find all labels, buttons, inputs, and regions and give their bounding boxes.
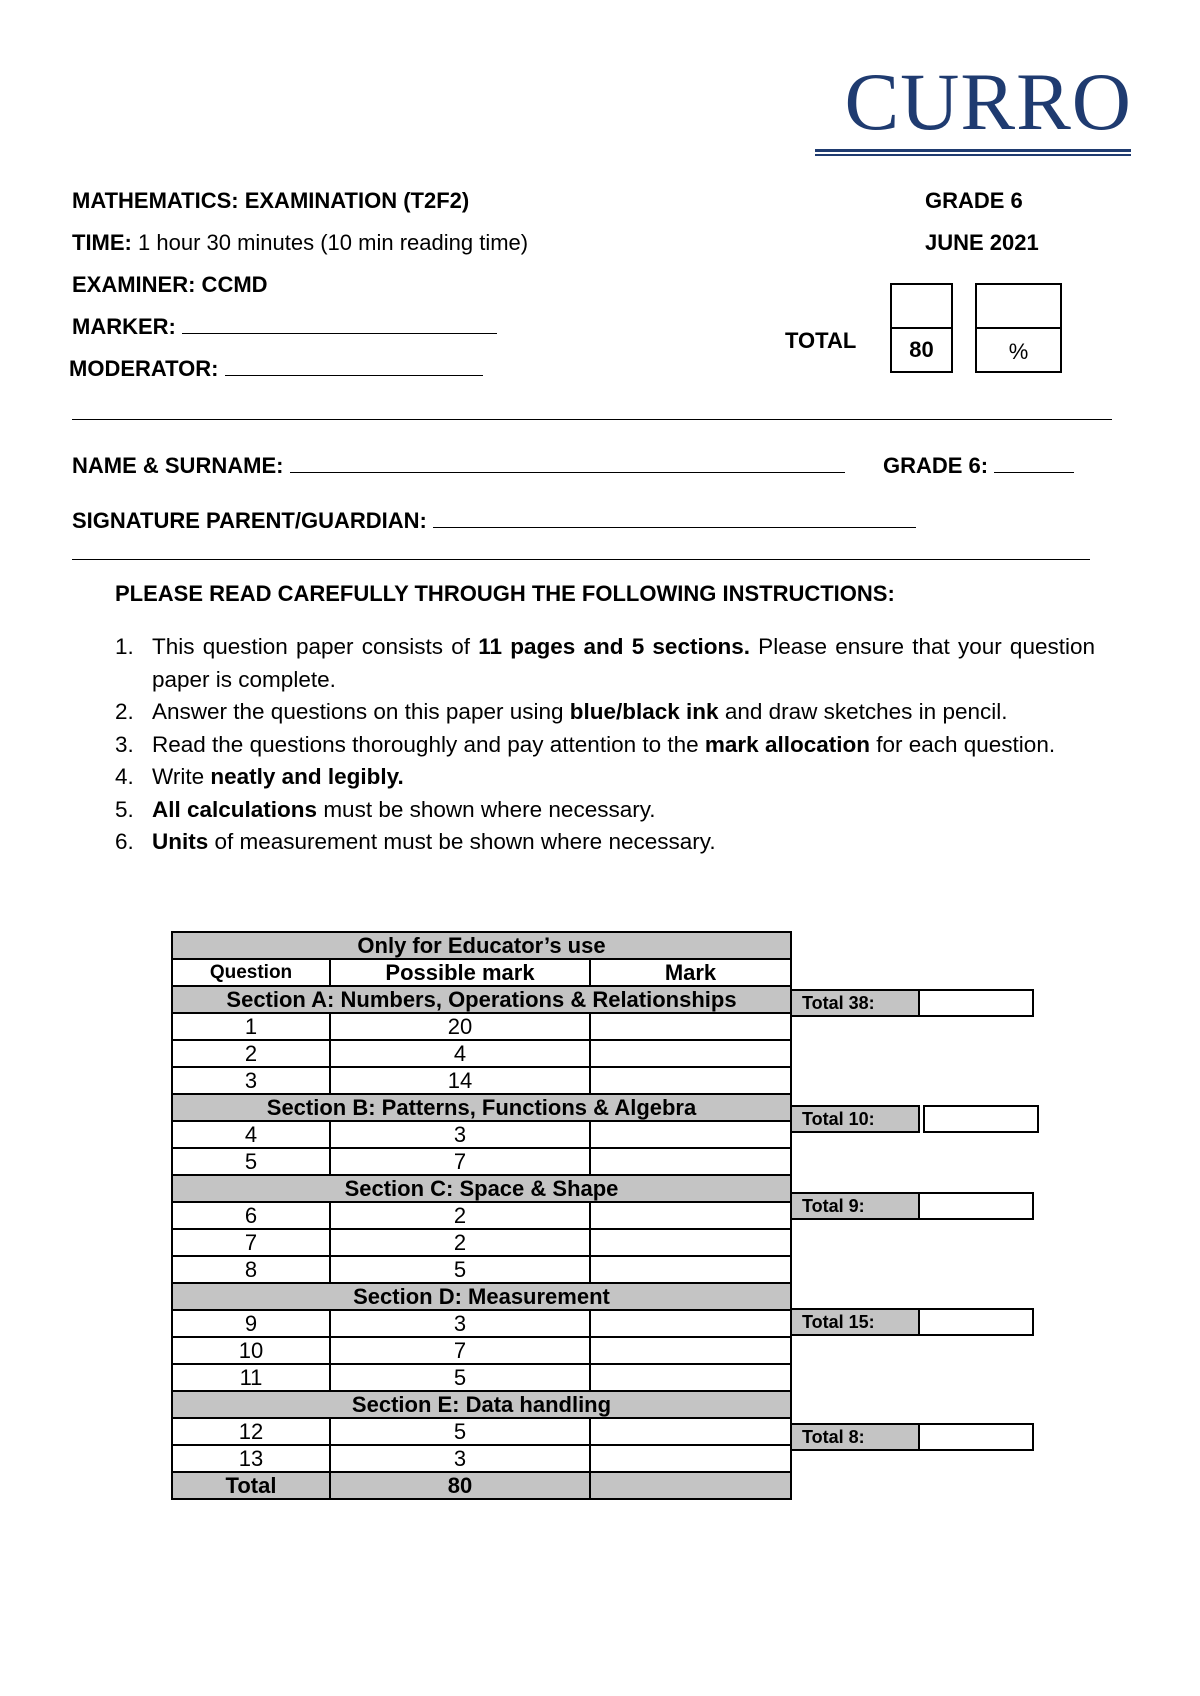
grade-blank[interactable] [994, 454, 1074, 473]
section-c-total-box[interactable] [918, 1192, 1034, 1220]
table-row [172, 1013, 791, 1040]
grade-line [883, 453, 1074, 479]
instruction-item: 6. Units of measurement must be shown where necessary. [115, 829, 716, 854]
possible-mark: 7 [330, 1148, 590, 1175]
question-number: 11 [172, 1364, 330, 1391]
exam-time [72, 230, 528, 256]
instruction-item: 1. This question paper consists of 11 pages and 5 sections. Please ensure that your question paper is complete. [115, 634, 1095, 692]
exam-subject: MATHEMATICS: EXAMINATION (T2F2) [72, 188, 470, 213]
possible-mark: 3 [330, 1121, 590, 1148]
question-number: 7 [172, 1229, 330, 1256]
logo-underline [815, 149, 1131, 152]
percent-box: % [975, 327, 1062, 373]
mark-cell[interactable] [590, 1202, 791, 1229]
question-number: 12 [172, 1418, 330, 1445]
name-label: NAME & SURNAME: [72, 453, 284, 478]
question-number: 2 [172, 1040, 330, 1067]
table-row [172, 1229, 791, 1256]
possible-mark: 7 [330, 1337, 590, 1364]
table-row [172, 1445, 791, 1472]
time-value: 1 hour 30 minutes (10 min reading time) [138, 230, 529, 255]
mark-cell[interactable] [590, 1067, 791, 1094]
instruction-item: 3. Read the questions thoroughly and pay attention to the mark allocation for each question. [115, 731, 1056, 757]
moderator-line [69, 356, 483, 382]
section-e-total-label: Total 8: [790, 1423, 920, 1451]
exam-grade: GRADE 6 [925, 188, 1023, 213]
section-d-header: Section D: Measurement [172, 1283, 791, 1310]
section-a-header: Section A: Numbers, Operations & Relationships [172, 986, 791, 1013]
examiner: EXAMINER: CCMD [72, 272, 268, 297]
mark-cell[interactable] [590, 1445, 791, 1472]
total-row-label: Total [172, 1472, 330, 1499]
mark-cell[interactable] [590, 1310, 791, 1337]
signature-line [72, 508, 916, 534]
instructions-title: PLEASE READ CAREFULLY THROUGH THE FOLLOWING INSTRUCTIONS: [115, 581, 895, 606]
table-row [172, 1418, 791, 1445]
signature-blank[interactable] [433, 509, 916, 528]
total-possible-box: 80 [890, 327, 953, 373]
mark-cell[interactable] [590, 1364, 791, 1391]
possible-mark: 5 [330, 1418, 590, 1445]
signature-label: SIGNATURE PARENT/GUARDIAN: [72, 508, 427, 533]
possible-mark: 5 [330, 1364, 590, 1391]
mark-cell[interactable] [590, 1256, 791, 1283]
table-row [172, 1121, 791, 1148]
marker-blank[interactable] [182, 315, 497, 334]
question-number: 9 [172, 1310, 330, 1337]
table-row [172, 1337, 791, 1364]
table-row [172, 1310, 791, 1337]
exam-date: JUNE 2021 [925, 230, 1039, 255]
mark-cell[interactable] [590, 1121, 791, 1148]
moderator-blank[interactable] [225, 357, 483, 376]
divider [72, 419, 1112, 420]
question-number: 13 [172, 1445, 330, 1472]
question-number: 5 [172, 1148, 330, 1175]
section-a-total-label: Total 38: [790, 989, 920, 1017]
mark-cell[interactable] [590, 1148, 791, 1175]
col-mark-header: Mark [590, 959, 791, 986]
section-b-total-box[interactable] [923, 1105, 1039, 1133]
total-score-box[interactable] [890, 283, 953, 329]
col-possible-header: Possible mark [330, 959, 590, 986]
time-label: TIME: [72, 230, 132, 255]
possible-mark: 2 [330, 1229, 590, 1256]
instruction-item: 2. Answer the questions on this paper using blue/black ink and draw sketches in pencil. [115, 699, 1008, 724]
question-number: 8 [172, 1256, 330, 1283]
question-number: 3 [172, 1067, 330, 1094]
marker-label: MARKER: [72, 314, 176, 339]
name-line [72, 453, 845, 479]
table-row [172, 1256, 791, 1283]
question-number: 6 [172, 1202, 330, 1229]
possible-mark: 20 [330, 1013, 590, 1040]
section-b-header: Section B: Patterns, Functions & Algebra [172, 1094, 791, 1121]
table-title: Only for Educator’s use [172, 932, 791, 959]
marker-line [72, 314, 497, 340]
section-e-header: Section E: Data handling [172, 1391, 791, 1418]
section-a-total-box[interactable] [918, 989, 1034, 1017]
question-number: 1 [172, 1013, 330, 1040]
divider [72, 559, 1090, 560]
instructions-list [115, 631, 1095, 859]
mark-cell[interactable] [590, 1418, 791, 1445]
section-d-total-box[interactable] [918, 1308, 1034, 1336]
possible-mark: 2 [330, 1202, 590, 1229]
mark-cell[interactable] [590, 1337, 791, 1364]
question-number: 4 [172, 1121, 330, 1148]
mark-cell[interactable] [590, 1229, 791, 1256]
possible-mark: 3 [330, 1310, 590, 1337]
grade-label: GRADE 6: [883, 453, 989, 478]
moderator-label: MODERATOR: [69, 356, 219, 381]
possible-mark: 3 [330, 1445, 590, 1472]
instruction-item: 4. Write neatly and legibly. [115, 764, 404, 789]
table-row [172, 1364, 791, 1391]
total-label: TOTAL [785, 328, 857, 353]
section-c-total-label: Total 9: [790, 1192, 920, 1220]
logo-underline-thin [815, 154, 1131, 156]
section-c-header: Section C: Space & Shape [172, 1175, 791, 1202]
instruction-item: 5. All calculations must be shown where necessary. [115, 796, 656, 822]
total-row-value: 80 [330, 1472, 590, 1499]
mark-cell[interactable] [590, 1013, 791, 1040]
table-row [172, 1148, 791, 1175]
curro-logo: CURRO [844, 56, 1132, 147]
table-row [172, 1202, 791, 1229]
question-number: 10 [172, 1337, 330, 1364]
possible-mark: 14 [330, 1067, 590, 1094]
section-e-total-box[interactable] [918, 1423, 1034, 1451]
possible-mark: 5 [330, 1256, 590, 1283]
name-blank[interactable] [290, 454, 845, 473]
possible-mark: 4 [330, 1040, 590, 1067]
table-row [172, 1040, 791, 1067]
section-d-total-label: Total 15: [790, 1308, 920, 1336]
col-question-header: Question [172, 959, 330, 986]
total-mark-cell[interactable] [590, 1472, 791, 1499]
percent-score-box[interactable] [975, 283, 1062, 329]
section-b-total-label: Total 10: [790, 1105, 920, 1133]
table-row [172, 1067, 791, 1094]
educator-marks-table [171, 931, 792, 1500]
mark-cell[interactable] [590, 1040, 791, 1067]
